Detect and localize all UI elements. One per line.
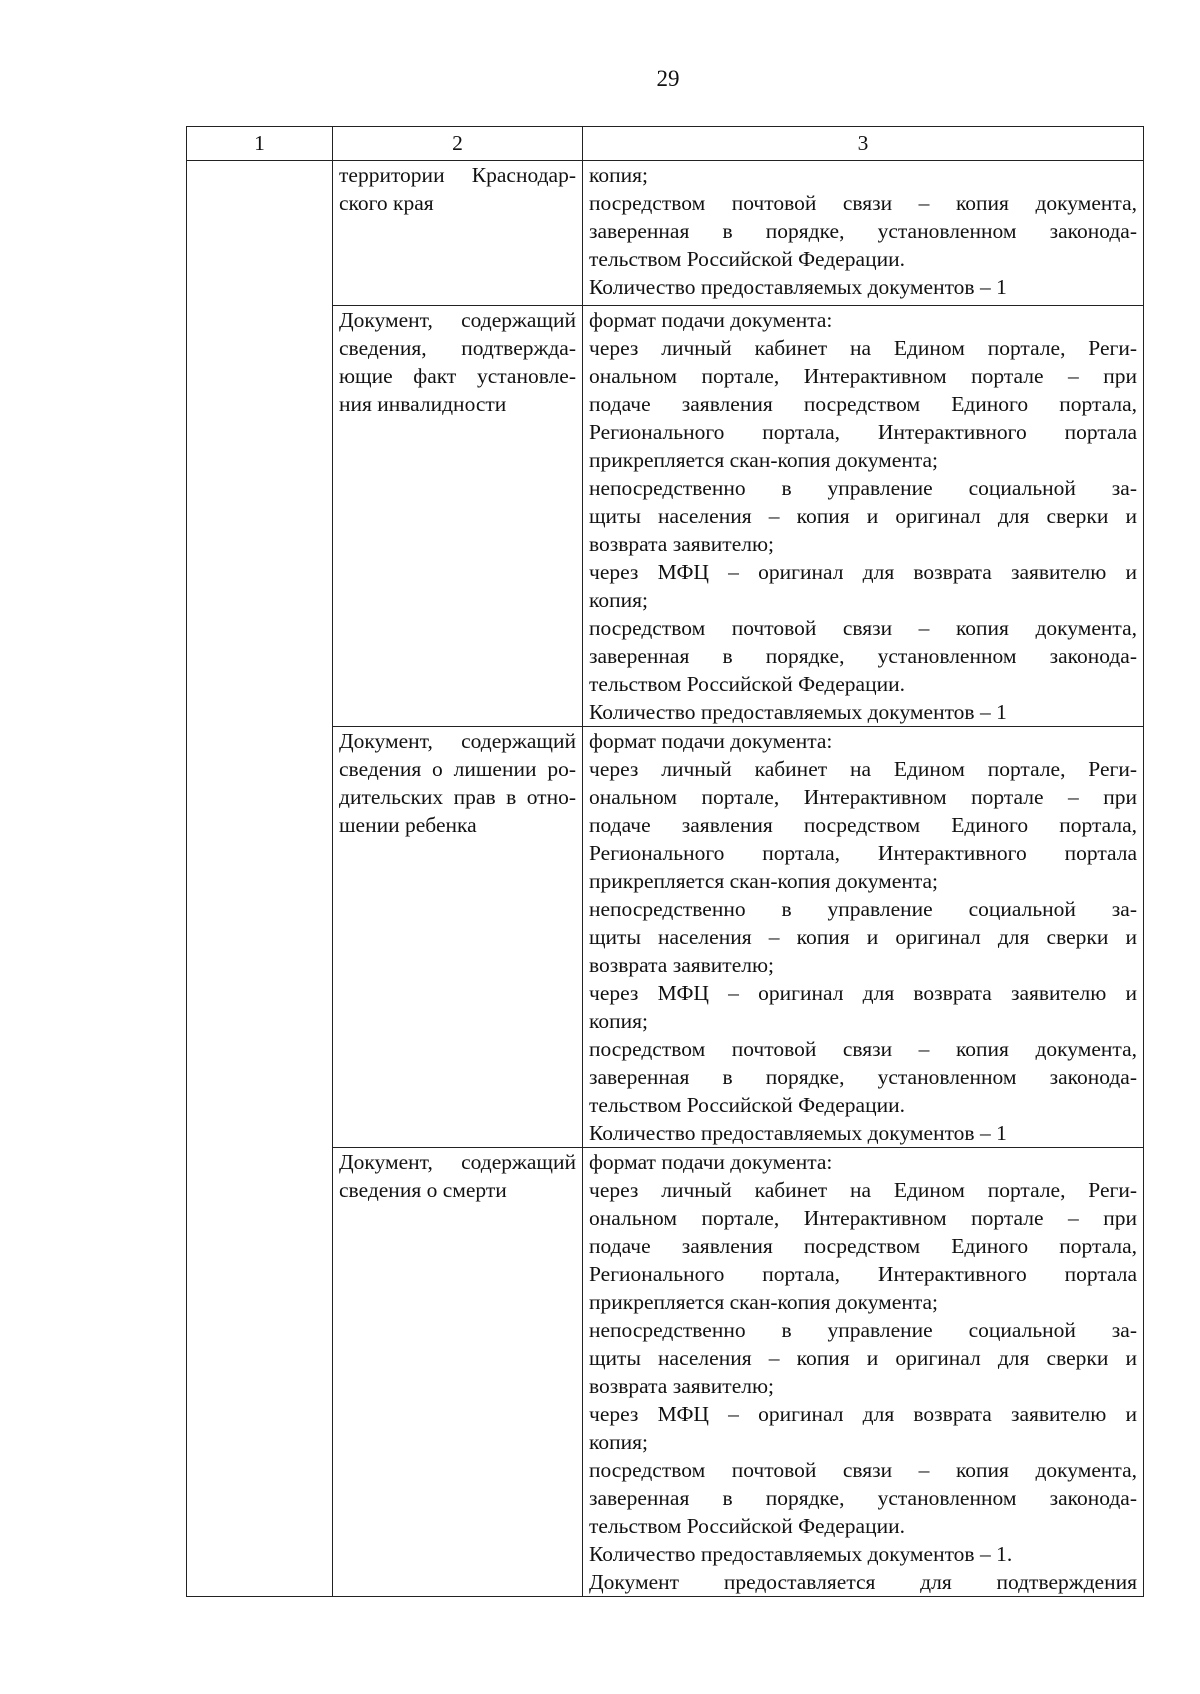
submission-method-line: ональном портале, Интерактивном портале – при <box>589 1206 1137 1230</box>
submission-method-line: прикрепляется скан-копия документа; <box>589 869 939 893</box>
submission-method-line: посредством почтовой связи – копия документа, <box>589 616 1137 640</box>
submission-method-cell <box>583 161 1144 306</box>
submission-method-line: посредством почтовой связи – копия документа, <box>589 1458 1137 1482</box>
submission-method-line: формат подачи документа: <box>589 729 833 753</box>
submission-method-line: посредством почтовой связи – копия документа, <box>589 191 1137 215</box>
submission-method-line: прикрепляется скан-копия документа; <box>589 1290 939 1314</box>
submission-method-line: прикрепляется скан-копия документа; <box>589 448 939 472</box>
submission-method-line: подаче заявления посредством Единого портала, <box>589 813 1137 837</box>
document-name-line: Документ, содержащий <box>339 729 576 753</box>
submission-method-line: копия; <box>589 163 648 187</box>
document-name-cell <box>333 306 583 727</box>
submission-method-line: тельством Российской Федерации. <box>589 1093 905 1117</box>
document-name-line: дительских прав в отно- <box>339 785 576 809</box>
submission-method-line: через МФЦ – оригинал для возврата заявителю и <box>589 981 1137 1005</box>
submission-method-line: копия; <box>589 588 648 612</box>
documents-table <box>186 126 1144 1597</box>
submission-method-line: Количество предоставляемых документов – 1 <box>589 1121 1007 1145</box>
submission-method-line: через МФЦ – оригинал для возврата заявителю и <box>589 1402 1137 1426</box>
header-col-3: 3 <box>583 127 1144 161</box>
submission-method-line: формат подачи документа: <box>589 1150 833 1174</box>
table-row <box>187 161 1144 306</box>
document-name-line: Документ, содержащий <box>339 308 576 332</box>
submission-method-line: через личный кабинет на Едином портале, Реги- <box>589 757 1137 781</box>
document-name-line: ского края <box>339 191 434 215</box>
submission-method-line: копия; <box>589 1430 648 1454</box>
submission-method-line: Регионального портала, Интерактивного портала <box>589 841 1137 865</box>
submission-method-line: заверенная в порядке, установленном законода- <box>589 1486 1137 1510</box>
submission-method-line: тельством Российской Федерации. <box>589 247 905 271</box>
document-name-cell <box>333 161 583 306</box>
submission-method-line: посредством почтовой связи – копия документа, <box>589 1037 1137 1061</box>
table-header-row <box>187 127 1144 161</box>
document-name-line: территории Краснодар- <box>339 163 576 187</box>
submission-method-line: возврата заявителю; <box>589 1374 774 1398</box>
submission-method-line: возврата заявителю; <box>589 953 774 977</box>
submission-method-line: Регионального портала, Интерактивного портала <box>589 420 1137 444</box>
submission-method-line: подаче заявления посредством Единого портала, <box>589 1234 1137 1258</box>
submission-method-line: непосредственно в управление социальной за- <box>589 1318 1137 1342</box>
submission-method-line: щиты населения – копия и оригинал для сверки и <box>589 1346 1137 1370</box>
submission-method-line: Количество предоставляемых документов – 1. <box>589 1542 1013 1566</box>
submission-method-line: тельством Российской Федерации. <box>589 672 905 696</box>
submission-method-line: ональном портале, Интерактивном портале – при <box>589 785 1137 809</box>
document-name-line: Документ, содержащий <box>339 1150 576 1174</box>
document-name-line: ющие факт установле- <box>339 364 576 388</box>
submission-method-line: Количество предоставляемых документов – 1 <box>589 700 1007 724</box>
document-name-line: сведения о смерти <box>339 1178 507 1202</box>
document-name-line: сведения о лишении ро- <box>339 757 576 781</box>
header-col-1: 1 <box>187 127 333 161</box>
submission-method-line: возврата заявителю; <box>589 532 774 556</box>
submission-method-line: Документ предоставляется для подтверждения <box>589 1570 1137 1594</box>
submission-method-line: Количество предоставляемых документов – 1 <box>589 275 1007 299</box>
col1-cell <box>187 161 333 1597</box>
document-name-line: сведения, подтвержда- <box>339 336 576 360</box>
submission-method-line: Регионального портала, Интерактивного портала <box>589 1262 1137 1286</box>
submission-method-line: ональном портале, Интерактивном портале – при <box>589 364 1137 388</box>
document-name-line: шении ребенка <box>339 813 477 837</box>
submission-method-line: копия; <box>589 1009 648 1033</box>
submission-method-line: непосредственно в управление социальной за- <box>589 476 1137 500</box>
submission-method-line: щиты населения – копия и оригинал для сверки и <box>589 504 1137 528</box>
submission-method-cell <box>583 727 1144 1148</box>
submission-method-line: непосредственно в управление социальной за- <box>589 897 1137 921</box>
header-col-2: 2 <box>333 127 583 161</box>
submission-method-line: через личный кабинет на Едином портале, Реги- <box>589 336 1137 360</box>
submission-method-line: формат подачи документа: <box>589 308 833 332</box>
submission-method-line: заверенная в порядке, установленном законода- <box>589 1065 1137 1089</box>
document-name-cell <box>333 727 583 1148</box>
submission-method-cell <box>583 306 1144 727</box>
document-name-line: ния инвалидности <box>339 392 507 416</box>
submission-method-line: щиты населения – копия и оригинал для сверки и <box>589 925 1137 949</box>
submission-method-line: подаче заявления посредством Единого портала, <box>589 392 1137 416</box>
submission-method-line: через личный кабинет на Едином портале, Реги- <box>589 1178 1137 1202</box>
submission-method-line: заверенная в порядке, установленном законода- <box>589 219 1137 243</box>
submission-method-line: тельством Российской Федерации. <box>589 1514 905 1538</box>
document-name-cell <box>333 1148 583 1597</box>
submission-method-cell <box>583 1148 1144 1597</box>
page-number: 29 <box>656 66 680 91</box>
submission-method-line: заверенная в порядке, установленном законода- <box>589 644 1137 668</box>
submission-method-line: через МФЦ – оригинал для возврата заявителю и <box>589 560 1137 584</box>
